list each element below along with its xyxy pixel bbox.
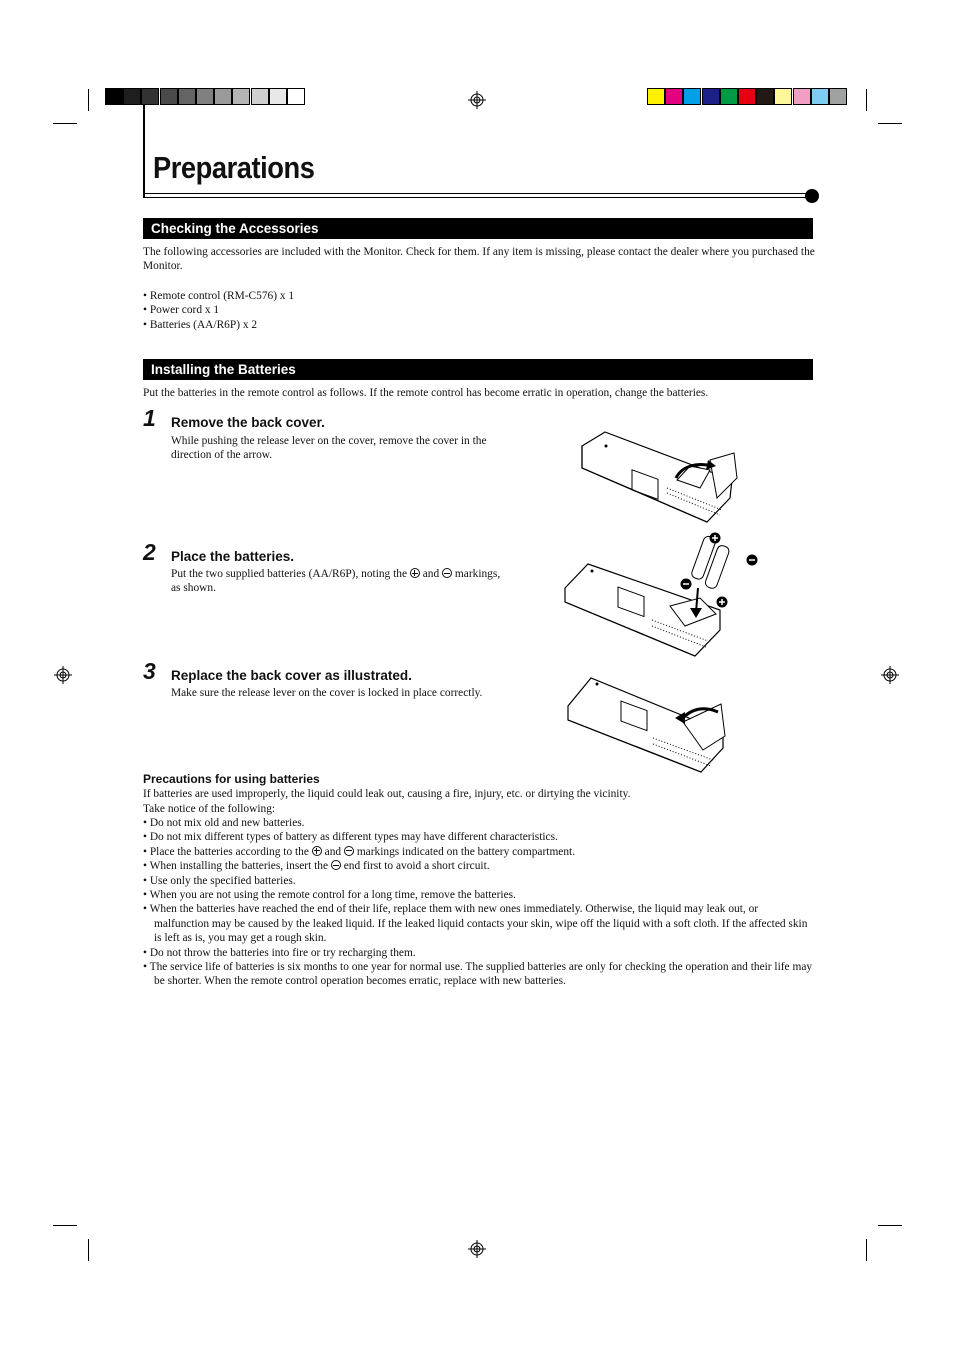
list-item: • Remote control (RM-C576) x 1 (143, 290, 295, 302)
page-title: Preparations (153, 150, 315, 185)
list-item: • Do not mix old and new batteries. (143, 817, 305, 829)
color-swatch (756, 88, 774, 105)
plus-mark-icon (312, 846, 322, 856)
list-item: • The service life of batteries is six months to one year for normal use. The supplied batteries are only for checking the operation and their life may be shorter. When the remote control operation becomes erratic, replace with new batteries. (143, 961, 813, 988)
precautions-intro: If batteries are used improperly, the liquid could leak out, causing a fire, injury, etc. or dirtying the vicinity. (143, 788, 631, 800)
title-frame-vertical-rule (143, 104, 145, 198)
text-span: markings, as shown. (171, 568, 501, 595)
precautions-intro: Take notice of the following: (143, 803, 276, 815)
text-span: and (422, 568, 440, 580)
remote-place-batteries-illustration (560, 528, 770, 663)
crop-mark (878, 123, 902, 124)
color-swatch (214, 88, 232, 105)
crop-mark (866, 89, 867, 111)
step-description: Make sure the release lever on the cover is locked in place correctly. (171, 687, 483, 699)
minus-mark-icon (442, 568, 452, 578)
color-swatch (702, 88, 720, 105)
color-swatch (123, 88, 141, 105)
step-number: 3 (143, 658, 156, 684)
color-swatch (287, 88, 305, 105)
step-description (171, 567, 511, 596)
color-swatch (160, 88, 178, 105)
minus-mark-icon (344, 846, 354, 856)
crop-mark (866, 1239, 867, 1261)
title-end-dot (805, 189, 819, 203)
text-span: Put the two supplied batteries (AA/R6P), noting the (171, 568, 408, 580)
accessories-intro: The following accessories are included with the Monitor. Check for them. If any item is missing, please contact the dealer where you purchased the Monitor. (143, 246, 815, 273)
color-swatch (738, 88, 756, 105)
precautions-list (143, 816, 815, 989)
list-item: • When you are not using the remote control for a long time, remove the batteries. (143, 889, 516, 902)
crop-mark (53, 123, 77, 124)
list-item (143, 845, 815, 859)
remote-replace-cover-illustration (563, 672, 733, 777)
list-item: • Do not mix different types of battery as different types may have different characteristics. (143, 831, 558, 844)
registration-mark-icon (881, 666, 899, 684)
color-swatch (683, 88, 701, 105)
step-title: Replace the back cover as illustrated. (171, 668, 412, 683)
step-number: 2 (143, 539, 156, 565)
step-number: 1 (143, 405, 156, 431)
minus-mark-icon (331, 860, 341, 870)
precautions-heading: Precautions for using batteries (143, 772, 320, 786)
color-swatch (811, 88, 829, 105)
list-item: • Do not throw the batteries into fire or try recharging them. (143, 946, 416, 959)
list-item: • When the batteries have reached the end of their life, replace them with new ones immediately. Otherwise, the liquid may leak out, or malfunction may be caused by the leaked liquid. If the leaked liquid contacts your skin, wipe off the liquid with a soft cloth. If the affected skin is left as is, you may get a rough skin. (143, 903, 808, 945)
step-title: Place the batteries. (171, 549, 295, 564)
registration-mark-icon (54, 666, 72, 684)
batteries-intro: Put the batteries in the remote control as follows. If the remote control has become erratic in operation, change the batteries. (143, 387, 709, 399)
color-swatch (196, 88, 214, 105)
color-swatch (829, 88, 847, 105)
color-swatch (647, 88, 665, 105)
crop-mark (88, 1239, 89, 1261)
accessories-heading: Checking the Accessories (143, 218, 813, 239)
title-underline (143, 193, 813, 194)
text-span: • When installing the batteries, insert the (143, 860, 329, 873)
crop-mark (53, 1225, 77, 1226)
title-underline (143, 197, 813, 198)
color-swatch (251, 88, 269, 105)
remote-remove-cover-illustration (572, 428, 742, 528)
color-swatch (178, 88, 196, 105)
step-title: Remove the back cover. (171, 415, 325, 430)
text-span: markings indicated on the battery compartment. (356, 845, 576, 858)
plus-mark-icon (410, 568, 420, 578)
batteries-heading: Installing the Batteries (143, 359, 813, 380)
text-span: • Place the batteries according to the (143, 845, 309, 858)
color-swatch (665, 88, 683, 105)
text-span: and (324, 845, 342, 858)
accessories-list (143, 289, 543, 332)
list-item: • Batteries (AA/R6P) x 2 (143, 318, 258, 331)
color-swatch (232, 88, 250, 105)
color-swatch (141, 88, 159, 105)
crop-mark (878, 1225, 902, 1226)
color-swatch (793, 88, 811, 105)
color-swatch (720, 88, 738, 105)
registration-mark-icon (468, 91, 486, 109)
list-item: • Power cord x 1 (143, 304, 220, 317)
registration-mark-icon (468, 1240, 486, 1258)
step-description: While pushing the release lever on the cover, remove the cover in the direction of the arrow. (171, 435, 487, 462)
list-item: • Use only the specified batteries. (143, 874, 296, 887)
color-swatch (105, 88, 123, 105)
list-item (143, 859, 815, 873)
color-swatch (774, 88, 792, 105)
text-span: end first to avoid a short circuit. (343, 860, 490, 873)
crop-mark (88, 89, 89, 111)
color-swatch (269, 88, 287, 105)
